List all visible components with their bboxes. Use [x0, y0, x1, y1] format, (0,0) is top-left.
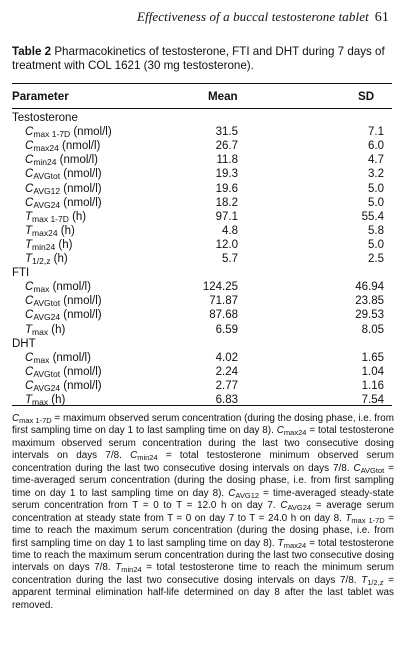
parameter-symbol: T — [25, 238, 33, 251]
parameter-cell — [25, 308, 102, 322]
sd-cell: 23.85 — [355, 295, 384, 308]
table-row — [0, 280, 407, 294]
parameter-symbol: T — [25, 253, 33, 265]
footnote-text: = average serum concentration at steady state from T = 0 on day 7 to T = 24.0 h on day 8. — [12, 500, 394, 524]
table-row — [0, 167, 407, 181]
parameter-symbol: C — [25, 168, 34, 181]
parameter-cell — [25, 238, 72, 252]
table-row — [0, 323, 407, 337]
parameter-unit: (h) — [48, 323, 66, 336]
footnote-text: = time-averaged steady-state serum concentration from T = 0 to T = 12.0 h on day 7. — [12, 487, 394, 512]
running-head — [137, 9, 389, 26]
mean-cell: 2.24 — [215, 365, 238, 378]
footnote-text: = maximum observed serum concentration (during the dosing phase, i.e. from first sampling time on day 1 to last sampling time on day 8). — [12, 413, 394, 437]
mean-cell: 71.87 — [209, 295, 238, 308]
parameter-unit: (nmol/l) — [56, 154, 98, 167]
footnote-subscript: min24 — [137, 453, 158, 463]
parameter-symbol: C — [25, 351, 34, 364]
mean-cell: 19.3 — [215, 168, 238, 181]
table-top-rule — [12, 83, 392, 84]
parameter-unit: (nmol/l) — [60, 196, 102, 209]
parameter-cell — [25, 365, 102, 379]
group-name: Testosterone — [12, 112, 78, 124]
sd-cell: 5.0 — [368, 238, 384, 251]
sd-cell: 7.54 — [361, 394, 384, 406]
mean-cell: 12.0 — [215, 238, 238, 251]
mean-cell: 124.25 — [202, 281, 238, 294]
parameter-cell — [25, 224, 75, 238]
parameter-symbol: C — [25, 281, 34, 294]
parameter-symbol: C — [25, 126, 34, 139]
column-header-parameter: Parameter — [12, 90, 69, 103]
parameter-symbol: T — [25, 210, 33, 223]
table-row — [0, 379, 407, 393]
sd-cell: 7.1 — [368, 126, 384, 139]
footnote-symbol: C — [228, 487, 236, 499]
parameter-symbol: T — [25, 323, 33, 336]
footnote-symbol: T — [115, 562, 122, 574]
footnote-text: = apparent terminal elimination half-life determined on day 8 after the last tablet was removed. — [12, 574, 394, 611]
parameter-cell — [25, 280, 91, 294]
parameter-unit: (nmol/l) — [58, 140, 101, 153]
parameter-cell — [25, 139, 100, 153]
parameter-cell — [25, 351, 91, 365]
sd-cell: 8.05 — [361, 323, 384, 336]
parameter-subscript: max — [33, 354, 50, 365]
parameter-subscript: max 1-7D — [33, 129, 71, 140]
mean-cell: 87.68 — [209, 309, 238, 322]
sd-cell: 1.16 — [361, 379, 384, 392]
mean-cell: 31.5 — [215, 126, 238, 139]
mean-cell: 6.83 — [215, 394, 238, 406]
table-bottom-rule — [12, 405, 392, 406]
parameter-unit: (nmol/l) — [60, 168, 102, 181]
parameter-symbol: C — [25, 379, 34, 392]
parameter-symbol: C — [25, 365, 34, 378]
footnote-text: = total testosterone time to reach the maximum serum concentration during the last two consecutive dosing intervals on days 7/8. — [12, 537, 394, 574]
footnote-text: = total testosterone maximum observed serum concentration during the last two consecutive dosing intervals on days 7/8. — [12, 425, 394, 462]
footnote-text: = total testosterone minimum observed serum concentration during the last two consecutive dosing intervals on days 7/8. — [12, 450, 394, 474]
parameter-subscript: min24 — [33, 157, 57, 168]
table-row — [0, 294, 407, 308]
table-row — [0, 182, 407, 196]
parameter-symbol: C — [25, 182, 34, 195]
sd-cell: 5.0 — [368, 196, 384, 209]
footnote-symbol: C — [12, 413, 20, 424]
footnote-symbol: T — [361, 574, 368, 586]
table-label: Table 2 — [12, 45, 52, 58]
parameter-unit: (nmol/l) — [60, 379, 102, 392]
column-header-sd: SD — [358, 90, 375, 103]
mean-cell: 11.8 — [216, 154, 238, 167]
footnote-text: = time-averaged serum concentration (during the dosing phase, i.e. from first sampling time on day 1 to last sampling time on day 8). — [12, 462, 394, 499]
parameter-symbol: C — [25, 309, 34, 322]
footnote-subscript: max24 — [283, 540, 307, 550]
header-rule — [12, 108, 392, 109]
parameter-subscript: AVG24 — [33, 382, 61, 393]
parameter-symbol: C — [25, 140, 34, 153]
parameter-symbol: T — [25, 224, 33, 237]
mean-cell: 18.2 — [215, 196, 238, 209]
table-caption-text: Pharmacokinetics of testosterone, FTI and DHT during 7 days of treatment with COL 1621 (30 mg testosterone). — [12, 45, 385, 72]
group-row — [0, 266, 407, 280]
table-row — [0, 210, 407, 224]
mean-cell: 2.77 — [215, 379, 238, 392]
mean-cell: 26.7 — [215, 140, 238, 153]
footnote-symbol: T — [345, 512, 352, 524]
mean-cell: 97.1 — [215, 210, 238, 223]
parameter-subscript: max 1-7D — [32, 213, 69, 224]
footnote-subscript: min24 — [121, 565, 142, 575]
parameter-subscript: max — [32, 326, 49, 337]
footnote-symbol: T — [277, 537, 284, 549]
footnote-subscript: 1/2,z — [367, 577, 384, 587]
parameter-subscript: AVGtot — [33, 368, 61, 379]
parameter-subscript: max — [32, 397, 49, 407]
mean-cell: 5.7 — [222, 253, 238, 265]
parameter-unit: (nmol/l) — [49, 351, 91, 364]
parameter-cell — [25, 153, 98, 167]
sd-cell: 46.94 — [355, 281, 384, 294]
footnote-text: = total testosterone time to reach the minimum serum concentration during the last two consecutive dosing intervals on days 7/8. — [12, 562, 395, 586]
mean-cell: 4.02 — [215, 351, 238, 364]
parameter-subscript: AVGtot — [33, 298, 61, 309]
parameter-subscript: AVGtot — [33, 171, 61, 182]
parameter-subscript: max — [33, 284, 50, 295]
parameter-subscript: max24 — [33, 143, 59, 154]
parameter-symbol: T — [25, 394, 33, 406]
parameter-cell — [25, 196, 102, 210]
parameter-unit: (h) — [50, 253, 68, 265]
mean-cell: 19.6 — [215, 182, 238, 195]
parameter-unit: (nmol/l) — [60, 365, 102, 378]
sd-cell: 2.5 — [368, 253, 384, 265]
table-footnote — [12, 413, 394, 612]
sd-cell: 55.4 — [361, 210, 384, 223]
parameter-unit: (nmol/l) — [60, 309, 102, 322]
sd-cell: 29.53 — [355, 309, 384, 322]
parameter-subscript: min24 — [32, 241, 56, 252]
parameter-symbol: C — [25, 295, 34, 308]
footnote-subscript: max 1-7D — [19, 416, 52, 425]
sd-cell: 1.65 — [361, 351, 384, 364]
footnote-symbol: C — [280, 500, 288, 512]
table-row — [0, 224, 407, 238]
parameter-unit: (h) — [57, 224, 75, 237]
sd-cell: 5.8 — [368, 224, 384, 237]
parameter-cell — [25, 379, 102, 393]
footnote-subscript: max24 — [283, 428, 307, 438]
table-row — [0, 252, 407, 266]
footnote-subscript: AVG12 — [235, 490, 260, 500]
parameter-unit: (nmol/l) — [60, 182, 102, 195]
parameter-subscript: AVG24 — [33, 312, 61, 323]
footnote-symbol: C — [353, 462, 361, 474]
parameter-cell — [25, 210, 86, 224]
column-header-mean: Mean — [208, 90, 238, 103]
parameter-unit: (h) — [68, 210, 87, 223]
footnote-subscript: AVG24 — [287, 503, 312, 513]
table-row — [0, 308, 407, 322]
parameter-unit: (nmol/l) — [70, 126, 112, 139]
parameter-cell — [25, 323, 65, 337]
parameter-unit: (h) — [48, 394, 66, 406]
sd-cell: 6.0 — [368, 140, 384, 153]
table-row — [0, 196, 407, 210]
table-row — [0, 139, 407, 153]
parameter-unit: (nmol/l) — [60, 295, 102, 308]
mean-cell: 6.59 — [215, 323, 238, 336]
parameter-subscript: AVG24 — [33, 199, 61, 210]
group-name: FTI — [12, 267, 30, 280]
footnote-subscript: max 1-7D — [351, 515, 385, 525]
sd-cell: 5.0 — [368, 182, 384, 195]
footnote-text: = time to reach the maximum serum concentration (during the dosing phase, i.e. from first sampling time on day 1 to last sampling time on day 8). — [12, 512, 394, 549]
sd-cell: 1.04 — [361, 365, 384, 378]
page-number: 61 — [374, 10, 389, 25]
group-name: DHT — [12, 337, 36, 350]
sd-cell: 3.2 — [368, 168, 384, 181]
table-row — [0, 153, 407, 167]
parameter-cell — [25, 294, 102, 308]
parameter-cell — [25, 167, 102, 181]
parameter-unit: (h) — [55, 238, 73, 251]
parameter-cell — [25, 252, 68, 266]
footnote-subscript: AVGtot — [360, 465, 385, 475]
parameter-symbol: C — [25, 196, 34, 209]
footnote-symbol: C — [130, 450, 138, 462]
group-row — [0, 111, 407, 125]
parameter-subscript: 1/2,z — [32, 256, 51, 266]
parameter-unit: (nmol/l) — [49, 281, 91, 294]
group-row — [0, 337, 407, 351]
mean-cell: 4.8 — [222, 224, 238, 237]
running-head-title: Effectiveness of a buccal testosterone tablet — [136, 9, 369, 24]
table-row — [0, 365, 407, 379]
footnote-symbol: C — [276, 425, 284, 437]
table-row — [0, 351, 407, 365]
sd-cell: 4.7 — [368, 154, 384, 167]
parameter-symbol: C — [25, 154, 34, 167]
parameter-cell — [25, 182, 102, 196]
parameter-subscript: max24 — [32, 227, 58, 238]
parameter-cell — [25, 125, 112, 139]
parameter-subscript: AVG12 — [33, 185, 61, 196]
table-row — [0, 238, 407, 252]
table-row — [0, 125, 407, 139]
table-caption — [12, 45, 397, 73]
